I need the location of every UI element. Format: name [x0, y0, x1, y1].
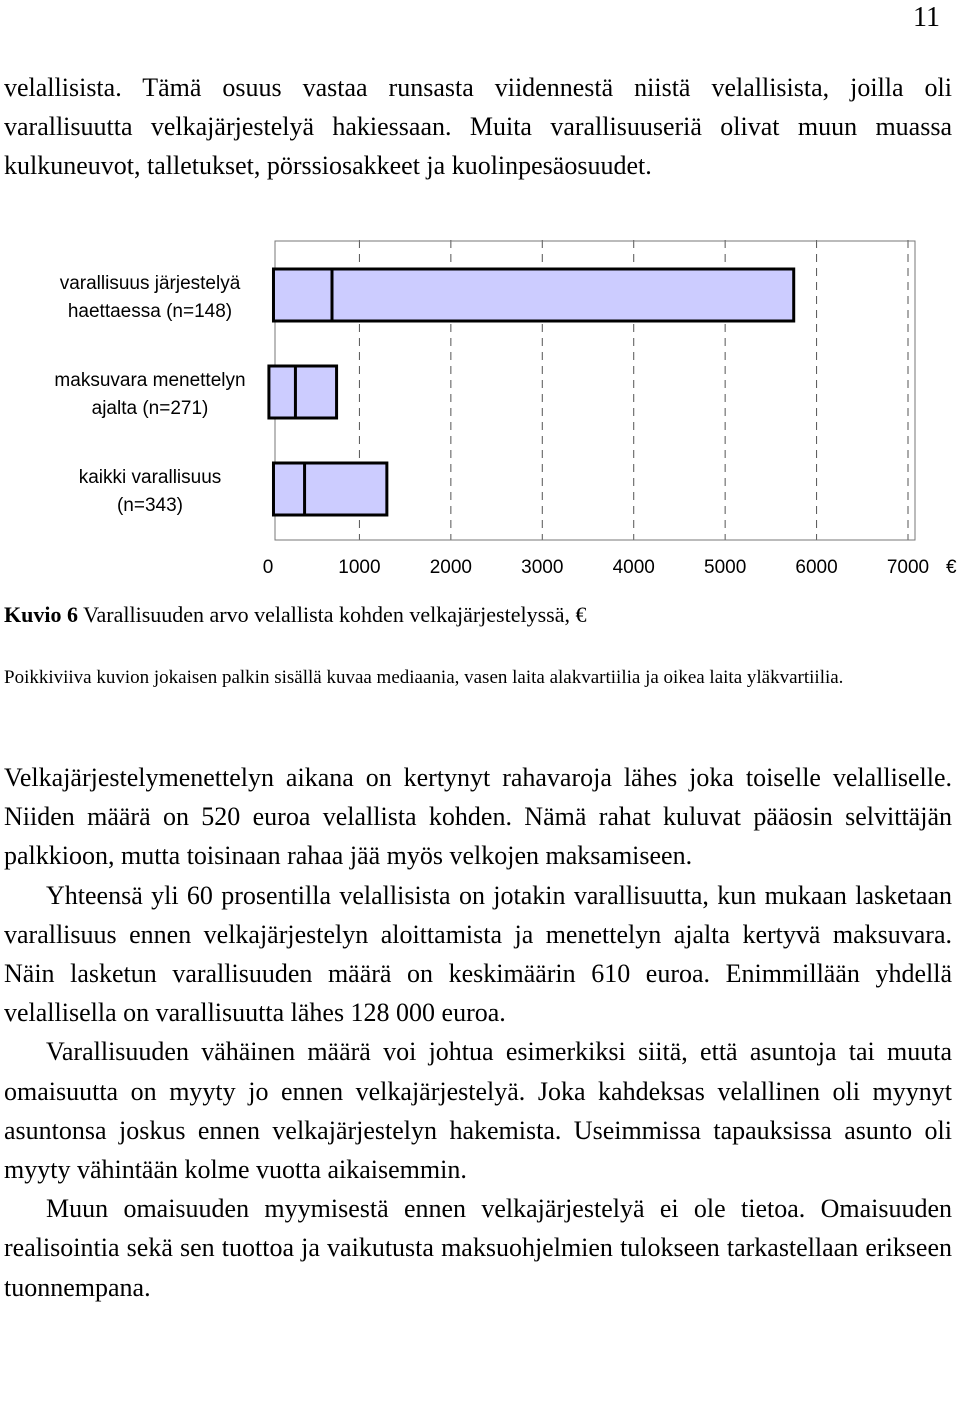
body-paragraph: Yhteensä yli 60 prosentilla velallisista on jotakin varallisuutta, kun mukaan lasketaan varallisuus ennen velkajärjestelyn aloittamista ja menettelyn ajalta kertyvä maksuvara. Näin lasketun varallisuuden määrä on keskimäärin 610 euroa. Enimmillään yhdellä velallisella on varallisuutta lähes 128 000 euroa.	[4, 880, 952, 1028]
chart-category-label: varallisuus järjestelyä	[59, 273, 241, 294]
figure-caption	[4, 602, 586, 628]
chart-x-tick-label: 6000	[795, 557, 838, 578]
chart-category-label: ajalta (n=271)	[91, 398, 209, 419]
page-number: 11	[913, 2, 940, 33]
chart-category-label: haettaessa (n=148)	[67, 301, 233, 322]
chart-box	[269, 366, 337, 418]
body-text	[4, 758, 952, 1307]
body-paragraph: Varallisuuden vähäinen määrä voi johtua esimerkiksi siitä, että asuntoja tai muuta omaisuutta on myyty jo ennen velkajärjestelyä. Joka kahdeksas velallinen oli myynyt asuntonsa joskus ennen velkajärjestelyn hakemista. Useimmissa tapauksissa asunto oli myyty vähintään kolme vuotta aikaisemmin.	[4, 1037, 952, 1185]
chart-x-tick-label: 3000	[521, 557, 564, 578]
chart-category-label: kaikki varallisuus	[78, 467, 222, 488]
chart-x-tick-label: 2000	[429, 557, 472, 578]
chart-boxes	[269, 269, 794, 515]
chart-x-tick-labels	[263, 557, 929, 578]
chart-x-tick-label: 5000	[704, 557, 747, 578]
box-plot-chart	[0, 240, 960, 590]
chart-box	[273, 463, 386, 515]
body-paragraph: Muun omaisuuden myymisestä ennen velkajärjestelyä ei ole tietoa. Omaisuuden realisointia sekä sen tuottoa ja vaikutusta maksuohjelmien tulokseen tarkastellaan erikseen tuonnempana.	[4, 1194, 952, 1302]
chart-category-label: (n=343)	[116, 495, 184, 516]
chart-box	[273, 269, 793, 321]
chart-x-unit-label: €	[946, 557, 957, 578]
figure-note: Poikkiviiva kuvion jokaisen palkin sisällä kuvaa mediaania, vasen laita alakvartiilia ja oikea laita yläkvartiilia.	[4, 667, 844, 688]
chart-x-tick-label: 4000	[612, 557, 655, 578]
chart-x-tick-label: 0	[262, 557, 274, 578]
figure-caption-label: Kuvio 6	[4, 602, 78, 627]
intro-paragraph: velallisista. Tämä osuus vastaa runsasta viidennestä niistä velallisista, joilla oli varallisuutta velkajärjestelyä hakiessaan. Muita varallisuuseriä olivat muun muassa kulkuneuvot, talletukset, pörssiosakkeet ja kuolinpesäosuudet.	[4, 73, 952, 180]
figure-caption-text: Varallisuuden arvo velallista kohden velkajärjestelyssä, €	[83, 602, 587, 627]
chart-x-tick-label: 1000	[338, 557, 381, 578]
body-paragraph: Velkajärjestelymenettelyn aikana on kertynyt rahavaroja lähes joka toiselle velalliselle. Niiden määrä on 520 euroa velallista kohden. Nämä rahat kuluvat pääosin selvittäjän palkkioon, mutta toisinaan rahaa jää myös velkojen maksamiseen.	[4, 763, 952, 871]
chart-category-labels	[54, 273, 245, 516]
chart-x-tick-label: 7000	[886, 557, 930, 578]
chart-category-label: maksuvara menettelyn	[54, 370, 246, 391]
